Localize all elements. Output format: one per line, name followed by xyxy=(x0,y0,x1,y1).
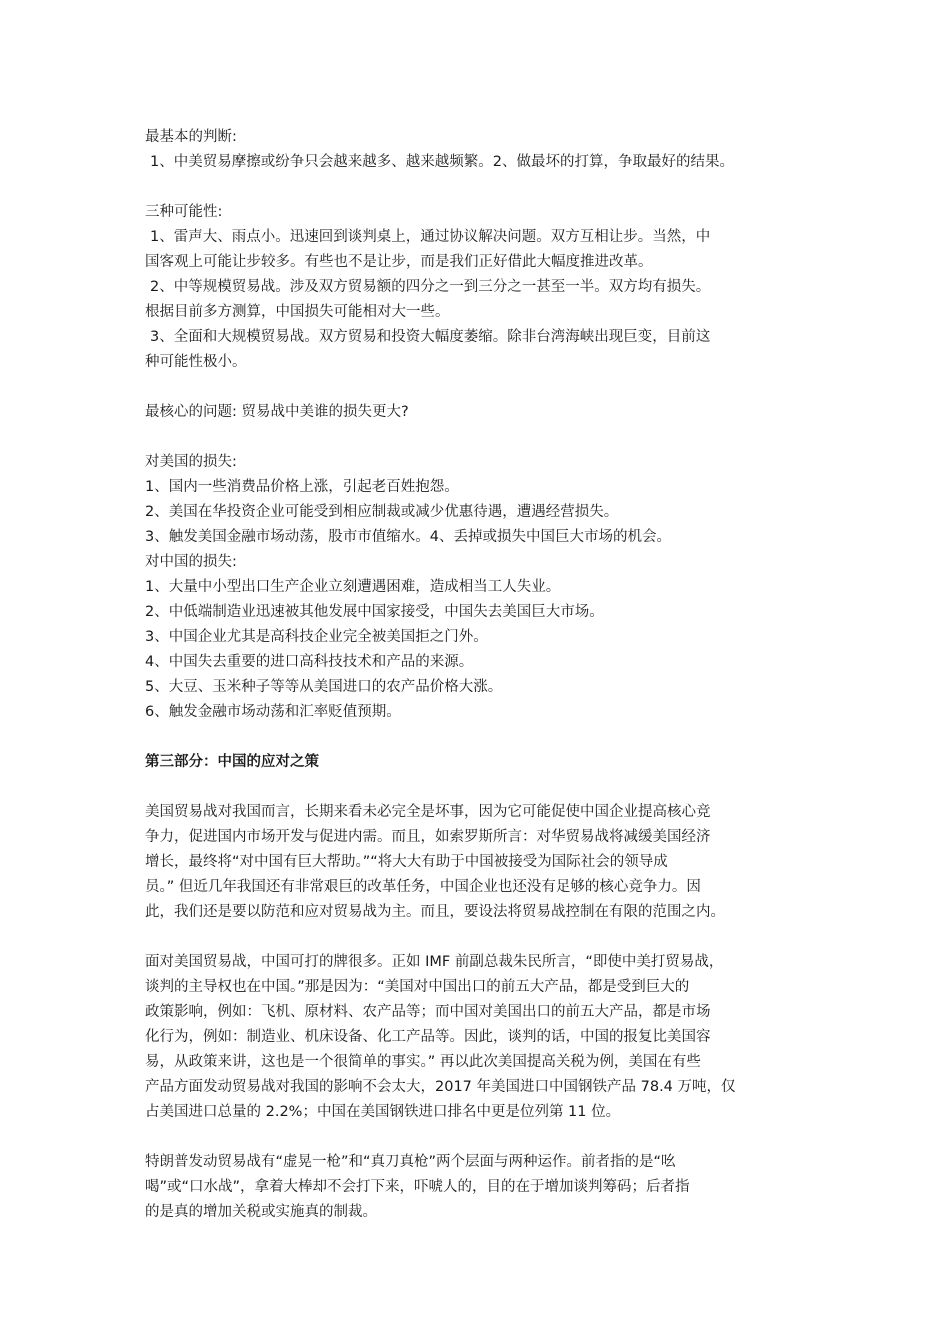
spacer xyxy=(145,1125,817,1150)
possibility-1-line-1: 1、雷声大、雨点小。迅速回到谈判桌上，通过协议解决问题。双方互相让步。当然，中 xyxy=(150,229,711,245)
china-loss-item: 3、中国企业尤其是高科技企业完全被美国拒之门外。 xyxy=(145,629,488,645)
para-3-line: 特朗普发动贸易战有“虚晃一枪”和“真刀真枪”两个层面与两种运作。前者指的是“吆 xyxy=(145,1154,676,1170)
china-loss-item: 6、触发金融市场动荡和汇率贬值预期。 xyxy=(145,704,401,720)
section-3-heading: 第三部分：中国的应对之策 xyxy=(145,754,319,770)
spacer xyxy=(145,425,817,450)
para-2-line: 谈判的主导权也在中国。”那是因为：“美国对中国出口的前五大产品，都是受到巨大的 xyxy=(145,979,690,995)
spacer xyxy=(145,175,817,200)
para-2-line: 占美国进口总量的 2.2%；中国在美国钢铁进口排名中更是位列第 11 位。 xyxy=(145,1104,621,1120)
para-2-line: 产品方面发动贸易战对我国的影响不会太大，2017 年美国进口中国钢铁产品 78.4 万吨，仅 xyxy=(145,1079,736,1095)
para-2-line: 化行为，例如：制造业、机床设备、化工产品等。因此，谈判的话，中国的报复比美国容 xyxy=(145,1029,711,1045)
para-1-line: 员。” 但近几年我国还有非常艰巨的改革任务，中国企业也还没有足够的核心竞争力。因 xyxy=(145,879,701,895)
core-question: 最核心的问题: 贸易战中美谁的损失更大? xyxy=(145,404,409,420)
basic-judgment-title: 最基本的判断: xyxy=(145,129,237,145)
possibility-2-line-1: 2、中等规模贸易战。涉及双方贸易额的四分之一到三分之一甚至一半。双方均有损失。 xyxy=(150,279,711,295)
spacer xyxy=(145,375,817,400)
spacer xyxy=(145,725,817,750)
us-loss-item: 2、美国在华投资企业可能受到相应制裁或减少优惠待遇，遭遇经营损失。 xyxy=(145,504,619,520)
us-loss-item: 1、国内一些消费品价格上涨，引起老百姓抱怨。 xyxy=(145,479,459,495)
possibility-3-line-2: 种可能性极小。 xyxy=(145,354,247,370)
para-1-line: 此，我们还是要以防范和应对贸易战为主。而且，要设法将贸易战控制在有限的范围之内。 xyxy=(145,904,725,920)
spacer xyxy=(145,775,817,800)
possibility-1-line-2: 国客观上可能让步较多。有些也不是让步，而是我们正好借此大幅度推进改革。 xyxy=(145,254,653,270)
para-2-line: 政策影响，例如：飞机、原材料、农产品等；而中国对美国出口的前五大产品，都是市场 xyxy=(145,1004,711,1020)
china-loss-item: 2、中低端制造业迅速被其他发展中国家接受，中国失去美国巨大市场。 xyxy=(145,604,604,620)
para-1-line: 美国贸易战对我国而言，长期来看未必完全是坏事，因为它可能促使中国企业提高核心竞 xyxy=(145,804,711,820)
us-losses-title: 对美国的损失: xyxy=(145,454,237,470)
us-loss-item: 3、触发美国金融市场动荡，股市市值缩水。4、丢掉或损失中国巨大市场的机会。 xyxy=(145,529,671,545)
basic-judgment-text: 1、中美贸易摩擦或纷争只会越来越多、越来越频繁。2、做最坏的打算，争取最好的结果。 xyxy=(150,154,734,170)
para-3-line: 喝”或“口水战”，拿着大棒却不会打下来，吓唬人的，目的在于增加谈判筹码；后者指 xyxy=(145,1179,690,1195)
para-2-line: 面对美国贸易战，中国可打的牌很多。正如 IMF 前副总裁朱民所言，“即使中美打贸易战， xyxy=(145,954,724,970)
para-2-line: 易，从政策来讲，这也是一个很简单的事实。” 再以此次美国提高关税为例，美国在有些 xyxy=(145,1054,701,1070)
possibility-3-line-1: 3、全面和大规模贸易战。双方贸易和投资大幅度萎缩。除非台湾海峡出现巨变，目前这 xyxy=(150,329,711,345)
china-loss-item: 1、大量中小型出口生产企业立刻遭遇困难，造成相当工人失业。 xyxy=(145,579,561,595)
document-page xyxy=(145,125,817,1225)
china-losses-title: 对中国的损失: xyxy=(145,554,237,570)
para-3-line: 的是真的增加关税或实施真的制裁。 xyxy=(145,1204,377,1220)
spacer xyxy=(145,925,817,950)
para-1-line: 增长，最终将“对中国有巨大帮助。”“将大大有助于中国被接受为国际社会的领导成 xyxy=(145,854,668,870)
possibility-2-line-2: 根据目前多方测算，中国损失可能相对大一些。 xyxy=(145,304,450,320)
china-loss-item: 4、中国失去重要的进口高科技技术和产品的来源。 xyxy=(145,654,474,670)
china-loss-item: 5、大豆、玉米种子等等从美国进口的农产品价格大涨。 xyxy=(145,679,503,695)
para-1-line: 争力，促进国内市场开发与促进内需。而且，如索罗斯所言：对华贸易战将减缓美国经济 xyxy=(145,829,711,845)
possibilities-title: 三种可能性: xyxy=(145,204,223,220)
